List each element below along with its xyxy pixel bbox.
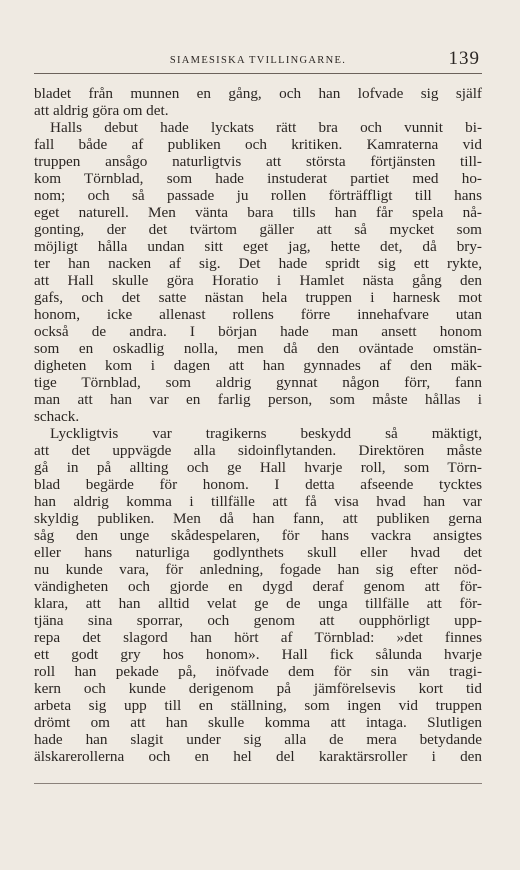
body-text — [34, 85, 482, 765]
text-line: gafs, och det satte nästan hela truppen i harnesk mot — [34, 289, 482, 306]
text-line: gonting, der det tvärtom gäller att så mycket som — [34, 221, 482, 238]
text-line: nu kunde vara, för anledning, fogade han sig efter nöd- — [34, 561, 482, 578]
text-line: han aldrig komma i tillfälle att få visa hvad han var — [34, 493, 482, 510]
text-line: hade han slagit under sig alla de mera betydande — [34, 731, 482, 748]
text-line: tige Törnblad, som aldrig gynnat någon förr, fann — [34, 374, 482, 391]
text-line: digheten kom i dagen att han gynnades af den mäk- — [34, 357, 482, 374]
text-line: såg den unge skådespelaren, för hans vackra ansigtes — [34, 527, 482, 544]
text-line: roll han pekade på, inöfvade dem för sin vän tragi- — [34, 663, 482, 680]
text-line: arbeta sig upp till en ställning, som ingen vid truppen — [34, 697, 482, 714]
text-line: också de andra. I början hade man ansett honom — [34, 323, 482, 340]
text-line: Lyckligtvis var tragikerns beskydd så mäktigt, — [50, 425, 482, 442]
text-line: klara, att han alltid velat ge de unga tillfälle att för- — [34, 595, 482, 612]
page-number: 139 — [448, 48, 480, 69]
text-line: blad begärde för honom. I detta afseende tycktes — [34, 476, 482, 493]
text-line: ett godt gry hos honom». Hall fick sålunda hvarje — [34, 646, 482, 663]
header-rule — [34, 73, 482, 74]
text-line: ter han nacken af sig. Det hade spridt sig ett rykte, — [34, 255, 482, 272]
text-line: eller hans naturliga godlynthets skull eller hvad det — [34, 544, 482, 561]
text-line: man att han var en farlig person, som måste hållas i — [34, 391, 482, 408]
text-line: kern och kunde derigenom på jämförelsevis kort tid — [34, 680, 482, 697]
text-line: repa det slagord han hört af Törnblad: »det finnes — [34, 629, 482, 646]
text-line: honom, icke allenast rollens förre innehafvare utan — [34, 306, 482, 323]
text-line: fall både af publiken och kritiken. Kamraterna vid — [34, 136, 482, 153]
text-line: kom Törnblad, som hade instuderat partiet med ho- — [34, 170, 482, 187]
text-line: som en oskadlig nolla, men då den oväntade omstän- — [34, 340, 482, 357]
text-line: bladet från munnen en gång, och han lofvade sig själf — [34, 85, 482, 102]
text-line: att aldrig göra om det. — [34, 102, 169, 119]
text-line: att det uppvägde alla sidoinflytanden. Direktören måste — [34, 442, 482, 459]
text-line: möjligt hålla undan sitt eget jag, hette det, då bry- — [34, 238, 482, 255]
text-line: att Hall skulle göra Horatio i Hamlet nästa gång den — [34, 272, 482, 289]
text-line: älskarerollerna och en hel del karaktärsroller i den — [34, 748, 482, 765]
bottom-rule — [34, 783, 482, 784]
text-line: truppen ansågo naturligtvis att största förtjänsten till- — [34, 153, 482, 170]
text-line: eget naturell. Men vänta bara tills han får spela nå- — [34, 204, 482, 221]
text-line: tjäna sina sporrar, och genom att oupphörligt upp- — [34, 612, 482, 629]
text-line: vändigheten och gjorde en dygd deraf genom att för- — [34, 578, 482, 595]
running-head — [34, 48, 482, 74]
text-line: drömt om att han skulle komma att intaga. Slutligen — [34, 714, 482, 731]
text-line: skyldig publiken. Men då han fann, att publiken gerna — [34, 510, 482, 527]
text-line: schack. — [34, 408, 80, 425]
text-line: nom; och så passade ju rollen förträffligt till hans — [34, 187, 482, 204]
text-line: Halls debut hade lyckats rätt bra och vunnit bi- — [50, 119, 482, 136]
running-title: SIAMESISKA TVILLINGARNE. — [169, 55, 347, 66]
text-line: gå in på allting och ge Hall hvarje roll, som Törn- — [34, 459, 482, 476]
